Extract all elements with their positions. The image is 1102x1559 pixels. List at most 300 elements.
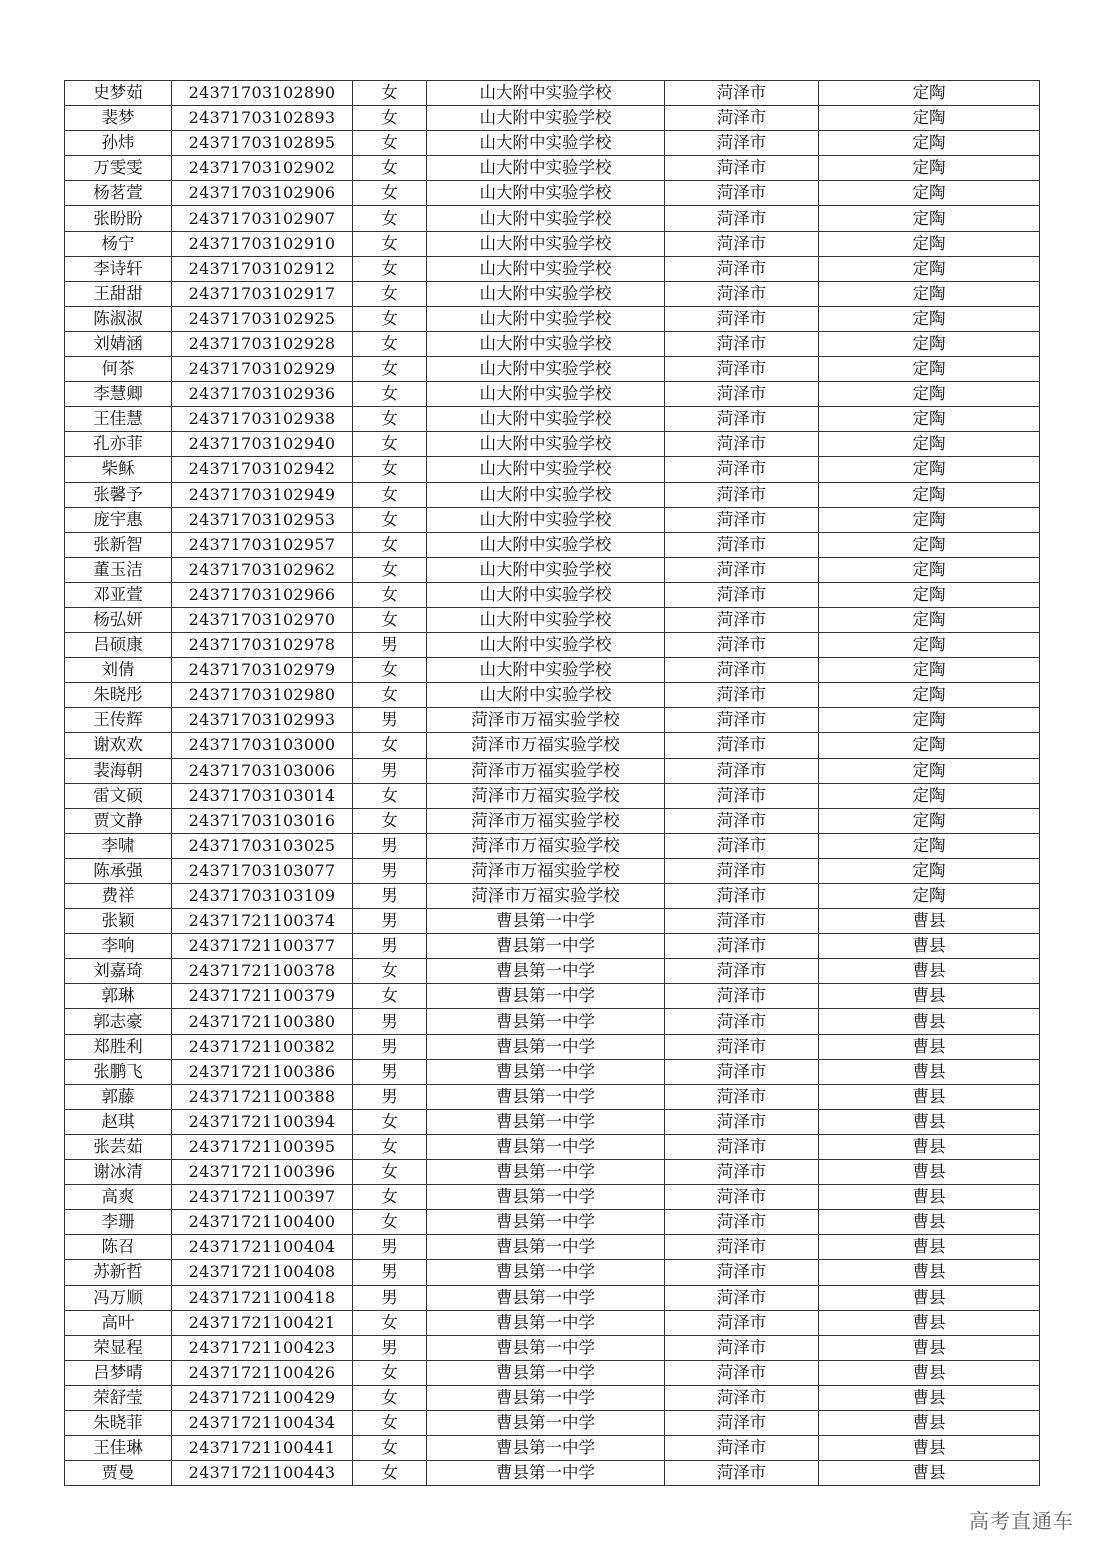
school-cell: 山大附中实验学校 (427, 256, 665, 281)
city-cell: 菏泽市 (665, 206, 819, 231)
name-cell: 郭藤 (65, 1084, 172, 1109)
school-cell: 山大附中实验学校 (427, 206, 665, 231)
district-cell: 定陶 (819, 683, 1040, 708)
name-cell: 陈淑淑 (65, 306, 172, 331)
exam-id-cell: 24371703102928 (172, 331, 353, 356)
city-cell: 菏泽市 (665, 1410, 819, 1435)
name-cell: 冯万顺 (65, 1285, 172, 1310)
name-cell: 柴稣 (65, 457, 172, 482)
district-cell: 定陶 (819, 106, 1040, 131)
exam-id-cell: 24371703103077 (172, 858, 353, 883)
name-cell: 郑胜利 (65, 1034, 172, 1059)
district-cell: 定陶 (819, 331, 1040, 356)
city-cell: 菏泽市 (665, 357, 819, 382)
table-row (65, 1034, 1040, 1059)
city-cell: 菏泽市 (665, 106, 819, 131)
city-cell: 菏泽市 (665, 281, 819, 306)
gender-cell: 女 (353, 1461, 427, 1486)
district-cell: 曹县 (819, 1235, 1040, 1260)
watermark-text: 高考直通车 (969, 1509, 1074, 1533)
district-cell: 曹县 (819, 1084, 1040, 1109)
name-cell: 李诗轩 (65, 256, 172, 281)
city-cell: 菏泽市 (665, 507, 819, 532)
school-cell: 曹县第一中学 (427, 984, 665, 1009)
name-cell: 雷文硕 (65, 783, 172, 808)
table-row (65, 106, 1040, 131)
city-cell: 菏泽市 (665, 1335, 819, 1360)
exam-id-cell: 24371703102993 (172, 708, 353, 733)
city-cell: 菏泽市 (665, 1385, 819, 1410)
exam-id-cell: 24371721100441 (172, 1436, 353, 1461)
gender-cell: 女 (353, 81, 427, 106)
table-row (65, 1461, 1040, 1486)
district-cell: 曹县 (819, 1436, 1040, 1461)
gender-cell: 女 (353, 1410, 427, 1435)
district-cell: 曹县 (819, 1059, 1040, 1084)
name-cell: 吕硕康 (65, 633, 172, 658)
district-cell: 曹县 (819, 1385, 1040, 1410)
school-cell: 山大附中实验学校 (427, 331, 665, 356)
table-row (65, 808, 1040, 833)
table-row (65, 457, 1040, 482)
exam-id-cell: 24371703102936 (172, 382, 353, 407)
city-cell: 菏泽市 (665, 156, 819, 181)
table-row (65, 357, 1040, 382)
exam-id-cell: 24371703102910 (172, 231, 353, 256)
gender-cell: 男 (353, 1260, 427, 1285)
name-cell: 刘嘉琦 (65, 959, 172, 984)
gender-cell: 男 (353, 1235, 427, 1260)
city-cell: 菏泽市 (665, 683, 819, 708)
table-row (65, 1059, 1040, 1084)
name-cell: 裴海朝 (65, 758, 172, 783)
school-cell: 山大附中实验学校 (427, 582, 665, 607)
table-row (65, 783, 1040, 808)
gender-cell: 女 (353, 457, 427, 482)
school-cell: 曹县第一中学 (427, 1185, 665, 1210)
school-cell: 曹县第一中学 (427, 1335, 665, 1360)
school-cell: 菏泽市万福实验学校 (427, 858, 665, 883)
table-row (65, 1109, 1040, 1134)
district-cell: 定陶 (819, 708, 1040, 733)
district-cell: 定陶 (819, 532, 1040, 557)
name-cell: 费祥 (65, 884, 172, 909)
exam-id-cell: 24371721100377 (172, 934, 353, 959)
table-row (65, 507, 1040, 532)
school-cell: 山大附中实验学校 (427, 181, 665, 206)
exam-id-cell: 24371721100379 (172, 984, 353, 1009)
exam-id-cell: 24371721100386 (172, 1059, 353, 1084)
exam-id-cell: 24371703102978 (172, 633, 353, 658)
district-cell: 定陶 (819, 482, 1040, 507)
school-cell: 菏泽市万福实验学校 (427, 833, 665, 858)
gender-cell: 女 (353, 582, 427, 607)
table-row (65, 1009, 1040, 1034)
exam-id-cell: 24371703102929 (172, 357, 353, 382)
exam-id-cell: 24371721100418 (172, 1285, 353, 1310)
district-cell: 定陶 (819, 432, 1040, 457)
table-row (65, 633, 1040, 658)
gender-cell: 男 (353, 708, 427, 733)
city-cell: 菏泽市 (665, 1461, 819, 1486)
gender-cell: 男 (353, 1335, 427, 1360)
name-cell: 李慧卿 (65, 382, 172, 407)
exam-id-cell: 24371721100396 (172, 1160, 353, 1185)
name-cell: 李啸 (65, 833, 172, 858)
city-cell: 菏泽市 (665, 331, 819, 356)
school-cell: 山大附中实验学校 (427, 658, 665, 683)
district-cell: 曹县 (819, 1260, 1040, 1285)
district-cell: 定陶 (819, 582, 1040, 607)
city-cell: 菏泽市 (665, 256, 819, 281)
district-cell: 曹县 (819, 1210, 1040, 1235)
exam-id-cell: 24371703103000 (172, 733, 353, 758)
exam-id-cell: 24371703102957 (172, 532, 353, 557)
name-cell: 庞宇惠 (65, 507, 172, 532)
district-cell: 定陶 (819, 256, 1040, 281)
district-cell: 曹县 (819, 1285, 1040, 1310)
exam-id-cell: 24371721100443 (172, 1461, 353, 1486)
gender-cell: 女 (353, 156, 427, 181)
school-cell: 山大附中实验学校 (427, 557, 665, 582)
school-cell: 山大附中实验学校 (427, 156, 665, 181)
exam-id-cell: 24371721100397 (172, 1185, 353, 1210)
table-row (65, 984, 1040, 1009)
district-cell: 定陶 (819, 507, 1040, 532)
exam-id-cell: 24371721100404 (172, 1235, 353, 1260)
school-cell: 曹县第一中学 (427, 1461, 665, 1486)
table-row (65, 181, 1040, 206)
table-row (65, 131, 1040, 156)
name-cell: 吕梦晴 (65, 1360, 172, 1385)
name-cell: 贾曼 (65, 1461, 172, 1486)
district-cell: 曹县 (819, 1134, 1040, 1159)
school-cell: 山大附中实验学校 (427, 507, 665, 532)
school-cell: 菏泽市万福实验学校 (427, 884, 665, 909)
school-cell: 菏泽市万福实验学校 (427, 733, 665, 758)
gender-cell: 女 (353, 482, 427, 507)
table-row (65, 582, 1040, 607)
city-cell: 菏泽市 (665, 1185, 819, 1210)
exam-id-cell: 24371721100395 (172, 1134, 353, 1159)
school-cell: 曹县第一中学 (427, 1235, 665, 1260)
school-cell: 曹县第一中学 (427, 1009, 665, 1034)
gender-cell: 女 (353, 808, 427, 833)
name-cell: 孔亦菲 (65, 432, 172, 457)
exam-id-cell: 24371703102902 (172, 156, 353, 181)
school-cell: 曹县第一中学 (427, 1059, 665, 1084)
table-row (65, 1285, 1040, 1310)
exam-id-cell: 24371703102979 (172, 658, 353, 683)
table-row (65, 206, 1040, 231)
city-cell: 菏泽市 (665, 1034, 819, 1059)
name-cell: 张馨予 (65, 482, 172, 507)
exam-id-cell: 24371721100434 (172, 1410, 353, 1435)
city-cell: 菏泽市 (665, 432, 819, 457)
district-cell: 曹县 (819, 934, 1040, 959)
exam-id-cell: 24371703102893 (172, 106, 353, 131)
city-cell: 菏泽市 (665, 959, 819, 984)
name-cell: 邓亚萱 (65, 582, 172, 607)
table-row (65, 758, 1040, 783)
exam-id-cell: 24371721100378 (172, 959, 353, 984)
district-cell: 定陶 (819, 357, 1040, 382)
gender-cell: 男 (353, 1285, 427, 1310)
district-cell: 曹县 (819, 1310, 1040, 1335)
name-cell: 张新智 (65, 532, 172, 557)
school-cell: 曹县第一中学 (427, 1310, 665, 1335)
table-row (65, 532, 1040, 557)
table-row (65, 934, 1040, 959)
district-cell: 曹县 (819, 1160, 1040, 1185)
district-cell: 曹县 (819, 984, 1040, 1009)
gender-cell: 女 (353, 984, 427, 1009)
school-cell: 曹县第一中学 (427, 1260, 665, 1285)
district-cell: 定陶 (819, 306, 1040, 331)
name-cell: 王甜甜 (65, 281, 172, 306)
city-cell: 菏泽市 (665, 708, 819, 733)
table-row (65, 1160, 1040, 1185)
table-row (65, 1084, 1040, 1109)
school-cell: 曹县第一中学 (427, 1360, 665, 1385)
exam-id-cell: 24371703102895 (172, 131, 353, 156)
gender-cell: 女 (353, 106, 427, 131)
exam-id-cell: 24371703102906 (172, 181, 353, 206)
name-cell: 李响 (65, 934, 172, 959)
table-row (65, 1385, 1040, 1410)
name-cell: 谢冰清 (65, 1160, 172, 1185)
gender-cell: 男 (353, 1059, 427, 1084)
city-cell: 菏泽市 (665, 181, 819, 206)
table-row (65, 156, 1040, 181)
table-row (65, 81, 1040, 106)
school-cell: 山大附中实验学校 (427, 457, 665, 482)
district-cell: 定陶 (819, 607, 1040, 632)
name-cell: 万雯雯 (65, 156, 172, 181)
table-row (65, 1235, 1040, 1260)
city-cell: 菏泽市 (665, 1059, 819, 1084)
school-cell: 曹县第一中学 (427, 1084, 665, 1109)
gender-cell: 男 (353, 1009, 427, 1034)
exam-id-cell: 24371721100429 (172, 1385, 353, 1410)
district-cell: 定陶 (819, 457, 1040, 482)
name-cell: 郭琳 (65, 984, 172, 1009)
name-cell: 苏新哲 (65, 1260, 172, 1285)
city-cell: 菏泽市 (665, 1009, 819, 1034)
gender-cell: 女 (353, 1109, 427, 1134)
district-cell: 定陶 (819, 281, 1040, 306)
city-cell: 菏泽市 (665, 1109, 819, 1134)
city-cell: 菏泽市 (665, 382, 819, 407)
city-cell: 菏泽市 (665, 1160, 819, 1185)
district-cell: 曹县 (819, 1461, 1040, 1486)
gender-cell: 男 (353, 758, 427, 783)
school-cell: 曹县第一中学 (427, 1285, 665, 1310)
gender-cell: 女 (353, 959, 427, 984)
gender-cell: 男 (353, 833, 427, 858)
school-cell: 曹县第一中学 (427, 1385, 665, 1410)
name-cell: 张盼盼 (65, 206, 172, 231)
exam-id-cell: 24371703102980 (172, 683, 353, 708)
table-row (65, 1335, 1040, 1360)
school-cell: 山大附中实验学校 (427, 683, 665, 708)
name-cell: 张颖 (65, 909, 172, 934)
city-cell: 菏泽市 (665, 1084, 819, 1109)
gender-cell: 男 (353, 1084, 427, 1109)
table-row (65, 884, 1040, 909)
school-cell: 山大附中实验学校 (427, 357, 665, 382)
city-cell: 菏泽市 (665, 884, 819, 909)
gender-cell: 女 (353, 231, 427, 256)
city-cell: 菏泽市 (665, 633, 819, 658)
exam-id-cell: 24371721100426 (172, 1360, 353, 1385)
table-row (65, 909, 1040, 934)
exam-id-cell: 24371703103109 (172, 884, 353, 909)
gender-cell: 男 (353, 884, 427, 909)
district-cell: 曹县 (819, 1009, 1040, 1034)
school-cell: 曹县第一中学 (427, 1109, 665, 1134)
table-row (65, 382, 1040, 407)
table-row (65, 482, 1040, 507)
district-cell: 曹县 (819, 1335, 1040, 1360)
district-cell: 曹县 (819, 1360, 1040, 1385)
table-body (65, 81, 1040, 1486)
school-cell: 山大附中实验学校 (427, 382, 665, 407)
name-cell: 高爽 (65, 1185, 172, 1210)
city-cell: 菏泽市 (665, 783, 819, 808)
name-cell: 王传辉 (65, 708, 172, 733)
district-cell: 定陶 (819, 131, 1040, 156)
table-row (65, 1410, 1040, 1435)
city-cell: 菏泽市 (665, 1436, 819, 1461)
school-cell: 山大附中实验学校 (427, 432, 665, 457)
district-cell: 定陶 (819, 181, 1040, 206)
name-cell: 刘倩 (65, 658, 172, 683)
name-cell: 何茶 (65, 357, 172, 382)
city-cell: 菏泽市 (665, 557, 819, 582)
school-cell: 曹县第一中学 (427, 909, 665, 934)
exam-id-cell: 24371703102925 (172, 306, 353, 331)
district-cell: 定陶 (819, 833, 1040, 858)
school-cell: 曹县第一中学 (427, 1034, 665, 1059)
district-cell: 定陶 (819, 206, 1040, 231)
district-cell: 曹县 (819, 909, 1040, 934)
district-cell: 定陶 (819, 858, 1040, 883)
city-cell: 菏泽市 (665, 582, 819, 607)
exam-id-cell: 24371703103025 (172, 833, 353, 858)
name-cell: 陈承强 (65, 858, 172, 883)
exam-id-cell: 24371721100374 (172, 909, 353, 934)
district-cell: 定陶 (819, 783, 1040, 808)
exam-id-cell: 24371703102912 (172, 256, 353, 281)
school-cell: 曹县第一中学 (427, 1436, 665, 1461)
student-roster-table (64, 80, 1040, 1486)
exam-id-cell: 24371721100382 (172, 1034, 353, 1059)
name-cell: 荣显程 (65, 1335, 172, 1360)
table-row (65, 256, 1040, 281)
city-cell: 菏泽市 (665, 1134, 819, 1159)
city-cell: 菏泽市 (665, 306, 819, 331)
gender-cell: 女 (353, 1310, 427, 1335)
name-cell: 高叶 (65, 1310, 172, 1335)
exam-id-cell: 24371703103016 (172, 808, 353, 833)
district-cell: 定陶 (819, 407, 1040, 432)
city-cell: 菏泽市 (665, 231, 819, 256)
district-cell: 曹县 (819, 1185, 1040, 1210)
city-cell: 菏泽市 (665, 858, 819, 883)
city-cell: 菏泽市 (665, 407, 819, 432)
exam-id-cell: 24371703102942 (172, 457, 353, 482)
school-cell: 山大附中实验学校 (427, 532, 665, 557)
school-cell: 山大附中实验学校 (427, 407, 665, 432)
gender-cell: 女 (353, 1185, 427, 1210)
exam-id-cell: 24371703102917 (172, 281, 353, 306)
gender-cell: 男 (353, 633, 427, 658)
school-cell: 菏泽市万福实验学校 (427, 783, 665, 808)
gender-cell: 女 (353, 181, 427, 206)
name-cell: 朱晓菲 (65, 1410, 172, 1435)
exam-id-cell: 24371703102940 (172, 432, 353, 457)
district-cell: 曹县 (819, 1410, 1040, 1435)
city-cell: 菏泽市 (665, 758, 819, 783)
district-cell: 定陶 (819, 658, 1040, 683)
city-cell: 菏泽市 (665, 808, 819, 833)
exam-id-cell: 24371703103006 (172, 758, 353, 783)
gender-cell: 男 (353, 858, 427, 883)
gender-cell: 女 (353, 783, 427, 808)
exam-id-cell: 24371703102949 (172, 482, 353, 507)
school-cell: 山大附中实验学校 (427, 81, 665, 106)
name-cell: 杨弘妍 (65, 607, 172, 632)
gender-cell: 女 (353, 206, 427, 231)
gender-cell: 女 (353, 281, 427, 306)
exam-id-cell: 24371721100421 (172, 1310, 353, 1335)
school-cell: 山大附中实验学校 (427, 281, 665, 306)
district-cell: 定陶 (819, 557, 1040, 582)
school-cell: 山大附中实验学校 (427, 607, 665, 632)
school-cell: 曹县第一中学 (427, 934, 665, 959)
district-cell: 定陶 (819, 382, 1040, 407)
name-cell: 孙炜 (65, 131, 172, 156)
table-row (65, 306, 1040, 331)
exam-id-cell: 24371703103014 (172, 783, 353, 808)
gender-cell: 女 (353, 306, 427, 331)
table-row (65, 1310, 1040, 1335)
name-cell: 裴梦 (65, 106, 172, 131)
city-cell: 菏泽市 (665, 934, 819, 959)
city-cell: 菏泽市 (665, 532, 819, 557)
city-cell: 菏泽市 (665, 482, 819, 507)
school-cell: 菏泽市万福实验学校 (427, 808, 665, 833)
name-cell: 郭志豪 (65, 1009, 172, 1034)
name-cell: 荣舒莹 (65, 1385, 172, 1410)
name-cell: 贾文静 (65, 808, 172, 833)
school-cell: 曹县第一中学 (427, 1160, 665, 1185)
gender-cell: 女 (353, 557, 427, 582)
gender-cell: 女 (353, 658, 427, 683)
table-row (65, 658, 1040, 683)
gender-cell: 女 (353, 532, 427, 557)
city-cell: 菏泽市 (665, 607, 819, 632)
name-cell: 谢欢欢 (65, 733, 172, 758)
gender-cell: 女 (353, 1385, 427, 1410)
gender-cell: 女 (353, 131, 427, 156)
city-cell: 菏泽市 (665, 1210, 819, 1235)
gender-cell: 女 (353, 1210, 427, 1235)
exam-id-cell: 24371721100423 (172, 1335, 353, 1360)
exam-id-cell: 24371703102970 (172, 607, 353, 632)
district-cell: 定陶 (819, 231, 1040, 256)
